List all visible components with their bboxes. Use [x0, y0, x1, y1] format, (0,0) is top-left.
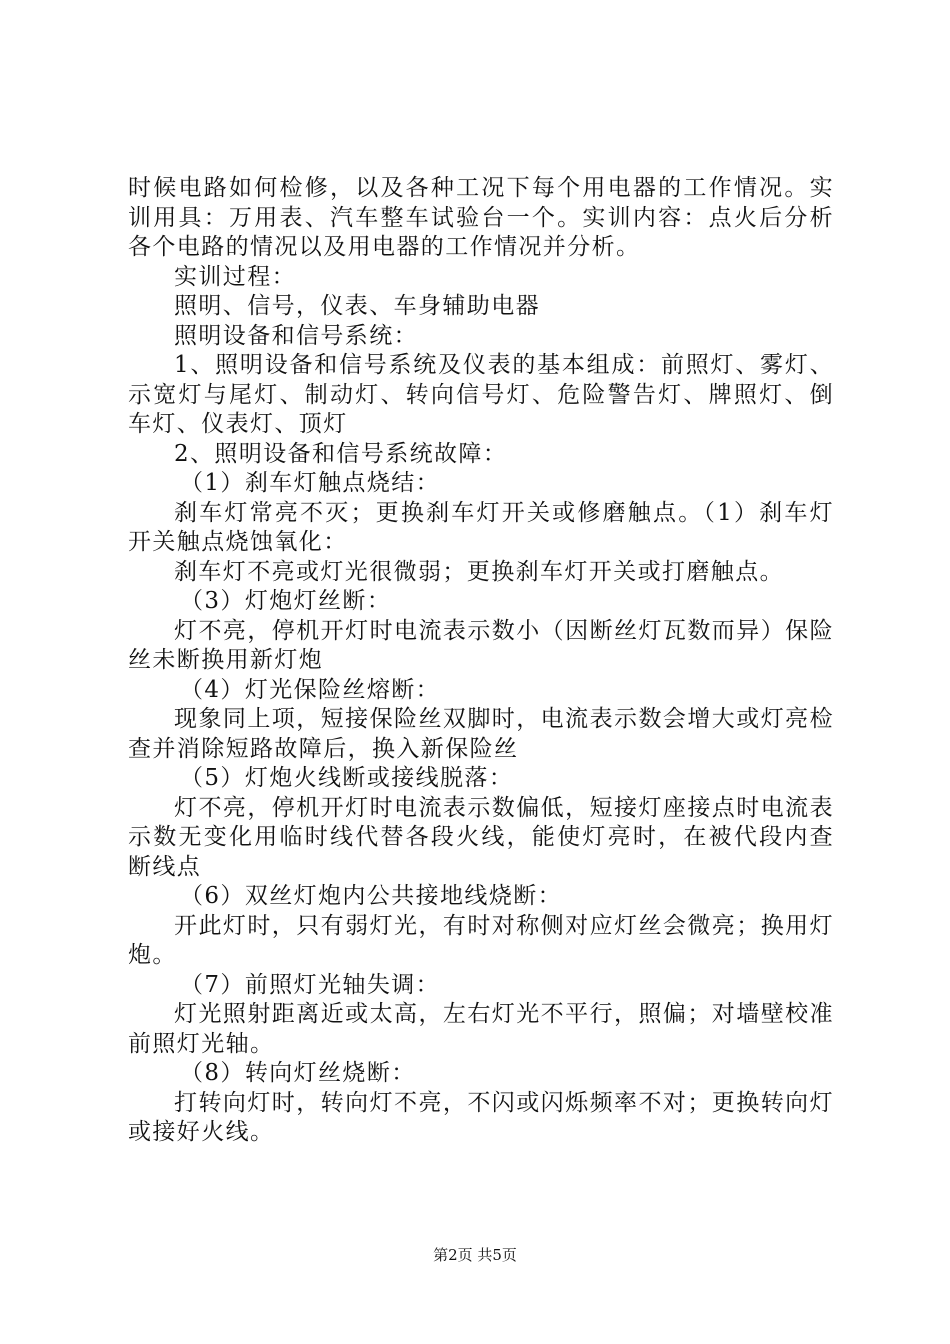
fault-heading-5: （5）灯炮火线断或接线脱落：: [180, 765, 514, 791]
fault-detail-3: 灯不亮，停机开灯时电流表示数小（因断丝灯瓦数而异）保险丝未断换用新灯炮: [128, 617, 834, 673]
fault-heading-7: （7）前照灯光轴失调：: [180, 971, 441, 998]
paragraph-faults-heading: 2、照明设备和信号系统故障：: [174, 440, 508, 467]
fault-heading-1: （1）刹车灯触点烧结：: [180, 470, 441, 496]
fault-detail-4: 现象同上项，短接保险丝双脚时，电流表示数会增大或灯亮检查并消除短路故障后，换入新保险丝: [128, 706, 834, 762]
paragraph-components: 1、照明设备和信号系统及仪表的基本组成：前照灯、雾灯、示宽灯与尾灯、制动灯、转向信号灯、危险警告灯、牌照灯、倒车灯、仪表灯、顶灯: [128, 352, 834, 437]
fault-detail-6: 开此灯时，只有弱灯光，有时对称侧对应灯丝会微亮；换用灯炮。: [128, 912, 834, 968]
fault-detail-7: 灯光照射距离近或太高，左右灯光不平行，照偏；对墙壁校准前照灯光轴。: [128, 1001, 834, 1057]
fault-detail-2: 刹车灯不亮或灯光很微弱；更换刹车灯开关或打磨触点。: [174, 558, 784, 585]
paragraph-intro: 时候电路如何检修，以及各种工况下每个用电器的工作情况。实训用具：万用表、汽车整车试验台一个。实训内容：点火后分析各个电路的情况以及用电器的工作情况并分析。: [128, 175, 834, 260]
paragraph-topics: 照明、信号，仪表、车身辅助电器: [174, 293, 540, 319]
document-body: [128, 174, 834, 1148]
paragraph-training-process: 实训过程：: [174, 263, 296, 290]
fault-heading-8: （8）转向灯丝烧断：: [180, 1060, 416, 1086]
fault-detail-8: 打转向灯时，转向灯不亮，不闪或闪烁频率不对；更换转向灯或接好火线。: [128, 1089, 834, 1145]
fault-heading-3: （3）灯炮灯丝断：: [180, 588, 392, 614]
fault-detail-1: 刹车灯常亮不灭；更换刹车灯开关或修磨触点。（1）刹车灯开关触点烧蚀氧化：: [128, 499, 834, 555]
fault-heading-6: （6）双丝灯炮内公共接地线烧断：: [180, 883, 563, 909]
fault-heading-4: （4）灯光保险丝熔断：: [180, 676, 441, 703]
fault-detail-5: 灯不亮，停机开灯时电流表示数偏低，短接灯座接点时电流表示数无变化用临时线代替各段火线，能使灯亮时，在被代段内查断线点: [128, 794, 834, 880]
paragraph-lighting-heading: 照明设备和信号系统：: [174, 322, 418, 349]
page-number-footer: 第2页 共5页: [433, 1246, 517, 1264]
